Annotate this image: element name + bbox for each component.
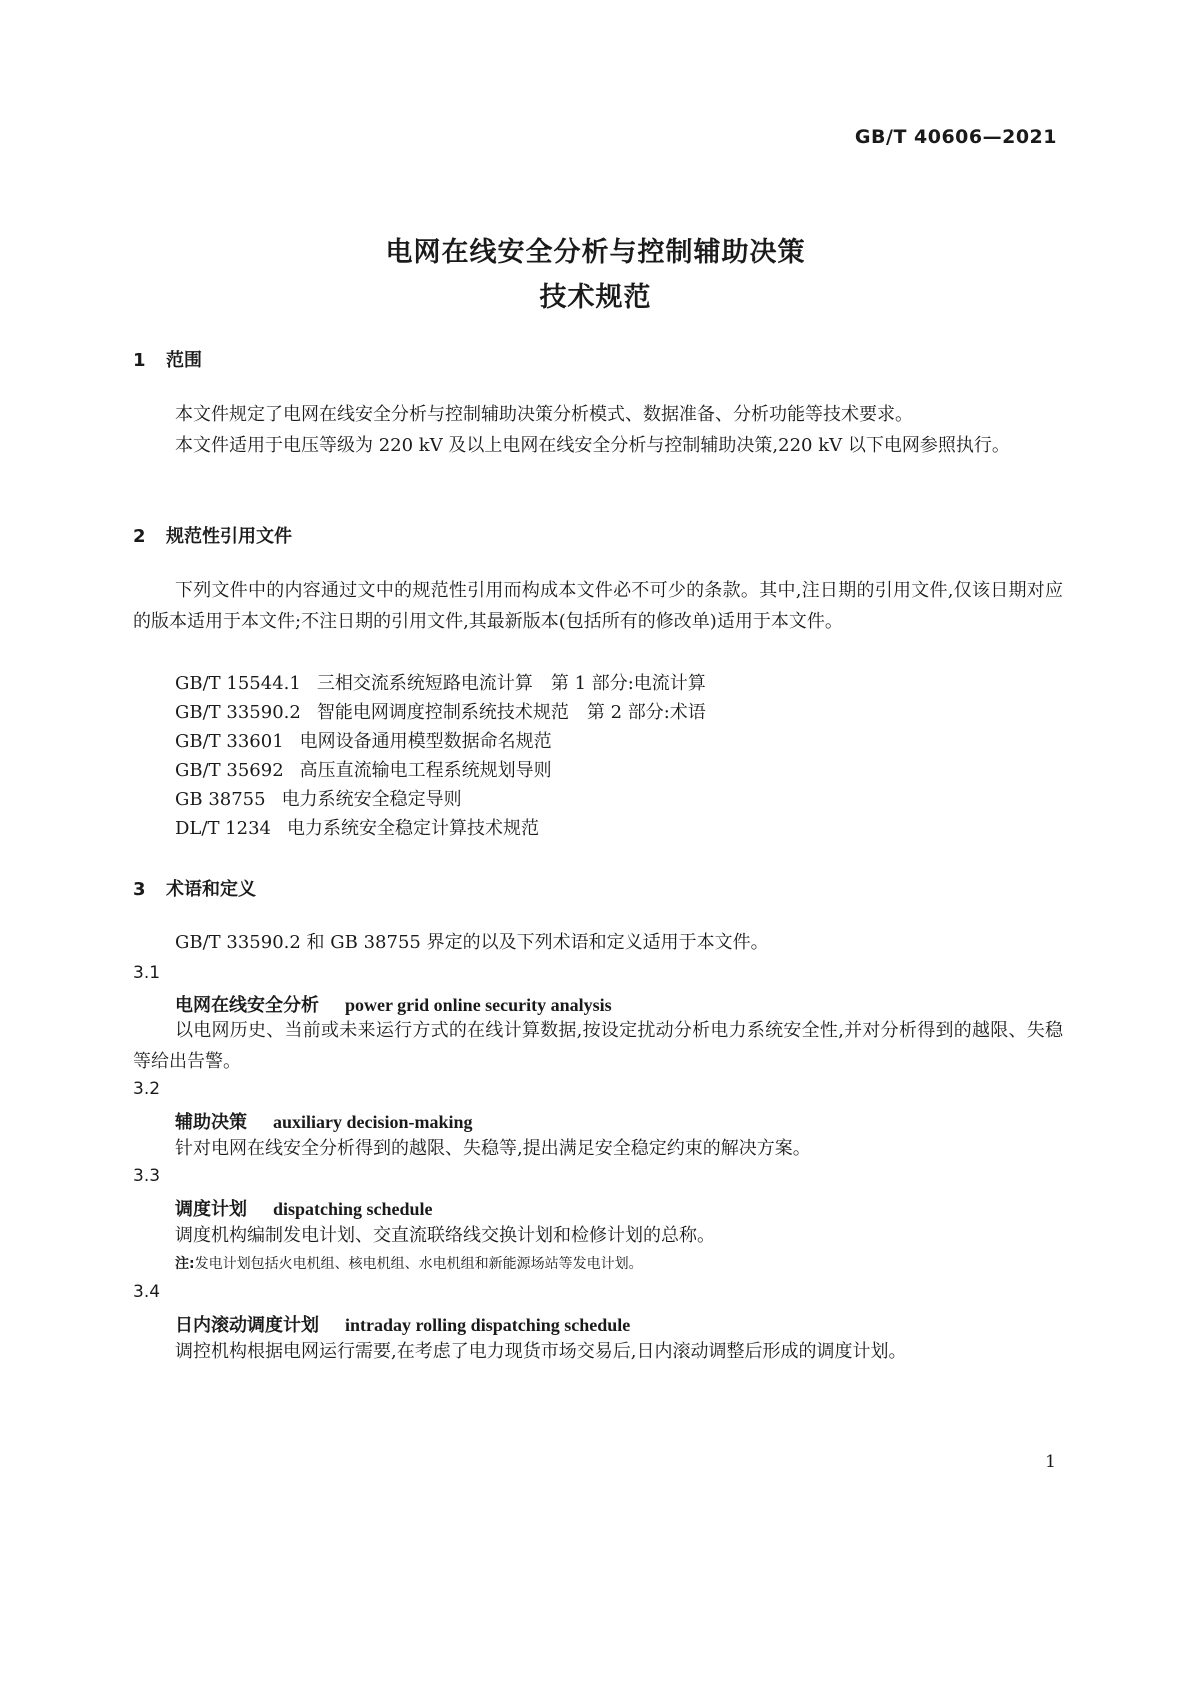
term-english: intraday rolling dispatching schedule [345,1315,631,1335]
reference-item [175,727,552,753]
reference-item [175,756,552,782]
reference-code: GB/T 33601 [175,731,284,752]
term-english: power grid online security analysis [345,995,612,1015]
reference-title: 电网设备通用模型数据命名规范 [299,731,552,752]
document-title-line2: 技术规范 [539,282,652,313]
reference-title: 三相交流系统短路电流计算 第 1 部分:电流计算 [316,673,706,694]
section-heading-scope [133,346,202,372]
term-number: 3.4 [133,1282,161,1302]
term-number: 3.2 [133,1079,161,1099]
paragraph: GB/T 33590.2 和 GB 38755 界定的以及下列术语和定义适用于本文件。 [175,932,769,953]
section-heading-terms-and-definitions [133,875,256,901]
term-heading [175,991,612,1017]
term-definition: 调度机构编制发电计划、交直流联络线交换计划和检修计划的总称。 [175,1225,715,1246]
paragraph: 下列文件中的内容通过文中的规范性引用而构成本文件必不可少的条款。其中,注日期的引用文件,仅该日期对应的版本适用于本文件;不注日期的引用文件,其最新版本(包括所有的修改单)适用于本文件。 [133,580,1063,632]
section-number: 1 [133,350,146,371]
reference-item [175,785,462,811]
term-chinese: 调度计划 [175,1199,247,1220]
section-number: 2 [133,526,146,547]
term-chinese: 电网在线安全分析 [175,995,319,1016]
reference-code: GB/T 35692 [175,760,284,781]
term-chinese: 日内滚动调度计划 [175,1315,319,1336]
section-heading-normative-references [133,522,292,548]
reference-code: GB/T 15544.1 [175,673,301,694]
reference-title: 智能电网调度控制系统技术规范 第 2 部分:术语 [316,702,706,723]
reference-code: DL/T 1234 [175,818,271,839]
section-title: 范围 [166,350,202,371]
term-definition: 调控机构根据电网运行需要,在考虑了电力现货市场交易后,日内滚动调整后形成的调度计划。 [175,1341,907,1362]
term-heading [175,1108,473,1134]
reference-item [175,698,706,724]
paragraph: 本文件规定了电网在线安全分析与控制辅助决策分析模式、数据准备、分析功能等技术要求。 [175,404,913,425]
term-number: 3.3 [133,1166,161,1186]
term-heading [175,1195,433,1221]
reference-title: 高压直流输电工程系统规划导则 [299,760,552,781]
note-label: 注: [175,1256,195,1272]
reference-title: 电力系统安全稳定计算技术规范 [287,818,539,839]
note-text: 发电计划包括火电机组、核电机组、水电机组和新能源场站等发电计划。 [194,1256,643,1272]
term-chinese: 辅助决策 [175,1112,247,1133]
reference-item [175,669,706,695]
term-definition: 以电网历史、当前或未来运行方式的在线计算数据,按设定扰动分析电力系统安全性,并对分析得到的越限、失稳等给出告警。 [133,1020,1063,1072]
reference-item [175,814,539,840]
page-number: 1 [1045,1452,1056,1472]
term-english: dispatching schedule [273,1199,433,1219]
term-definition: 针对电网在线安全分析得到的越限、失稳等,提出满足安全稳定约束的解决方案。 [175,1138,811,1159]
reference-code: GB/T 33590.2 [175,702,301,723]
term-english: auxiliary decision-making [273,1112,473,1132]
term-heading [175,1311,630,1337]
section-title: 规范性引用文件 [166,526,292,547]
term-number: 3.1 [133,963,161,983]
document-title-line1: 电网在线安全分析与控制辅助决策 [385,237,806,268]
term-note [175,1253,643,1273]
reference-code: GB 38755 [175,789,266,810]
section-title: 术语和定义 [166,879,256,900]
reference-title: 电力系统安全稳定导则 [281,789,462,810]
section-number: 3 [133,879,146,900]
paragraph: 本文件适用于电压等级为 220 kV 及以上电网在线安全分析与控制辅助决策,220 kV 以下电网参照执行。 [175,435,1010,456]
standard-code: GB/T 40606—2021 [854,126,1057,148]
